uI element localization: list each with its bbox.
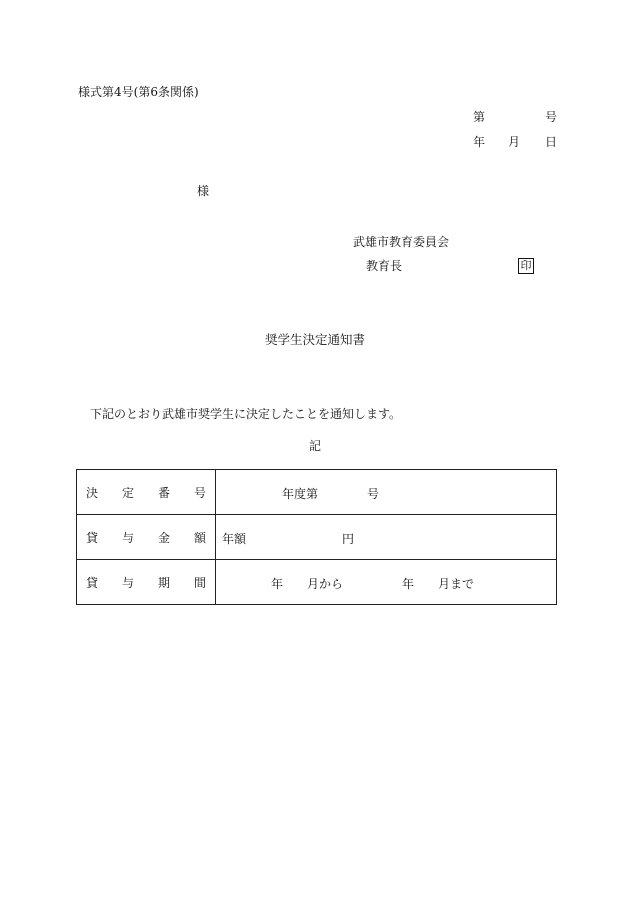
cell-text: 年額 [222, 532, 247, 546]
label-char: 期 [157, 575, 170, 590]
label-char: 定 [121, 485, 134, 500]
table-row-loan-period [77, 560, 557, 605]
row-value [216, 515, 557, 560]
ki-label: 記 [308, 439, 321, 453]
label-char: 与 [121, 530, 134, 545]
table-row-loan-amount [77, 515, 557, 560]
table-row-decision-number [77, 470, 557, 515]
label-char: 額 [193, 530, 206, 545]
label-char: 金 [157, 530, 170, 545]
recipient-suffix: 様 [197, 184, 210, 198]
label-char: 与 [121, 575, 134, 590]
label-char: 間 [193, 575, 206, 590]
row-label [77, 560, 216, 605]
seal-stamp: 印 [518, 258, 534, 274]
row-label [77, 470, 216, 515]
detail-table [76, 469, 557, 605]
cell-text: 年度第 [282, 487, 319, 501]
body-text: 下記のとおり武雄市奨学生に決定したことを通知します。 [90, 407, 402, 421]
doc-number-suffix: 号 [544, 110, 557, 124]
form-label: 様式第4号(第6条関係) [78, 85, 199, 99]
label-char: 号 [193, 485, 206, 500]
row-value [216, 560, 557, 605]
label-char: 貸 [86, 530, 99, 545]
label-char: 決 [86, 485, 99, 500]
date-day: 日 [544, 135, 557, 149]
cell-text: 年 [271, 577, 284, 591]
cell-text: 円 [342, 532, 355, 546]
cell-text: 月まで [438, 577, 475, 591]
issuer-title: 教育長 [366, 259, 403, 273]
row-value [216, 470, 557, 515]
label-char: 貸 [86, 575, 99, 590]
document-title: 奨学生決定通知書 [264, 332, 365, 347]
cell-text: 月から [307, 577, 344, 591]
issuer-organization: 武雄市教育委員会 [353, 235, 450, 249]
label-char: 番 [157, 485, 170, 500]
date-year: 年 [473, 135, 486, 149]
cell-text: 号 [367, 487, 380, 501]
row-label [77, 515, 216, 560]
doc-number-prefix: 第 [473, 110, 486, 124]
cell-text: 年 [402, 577, 415, 591]
date-month: 月 [508, 135, 521, 149]
